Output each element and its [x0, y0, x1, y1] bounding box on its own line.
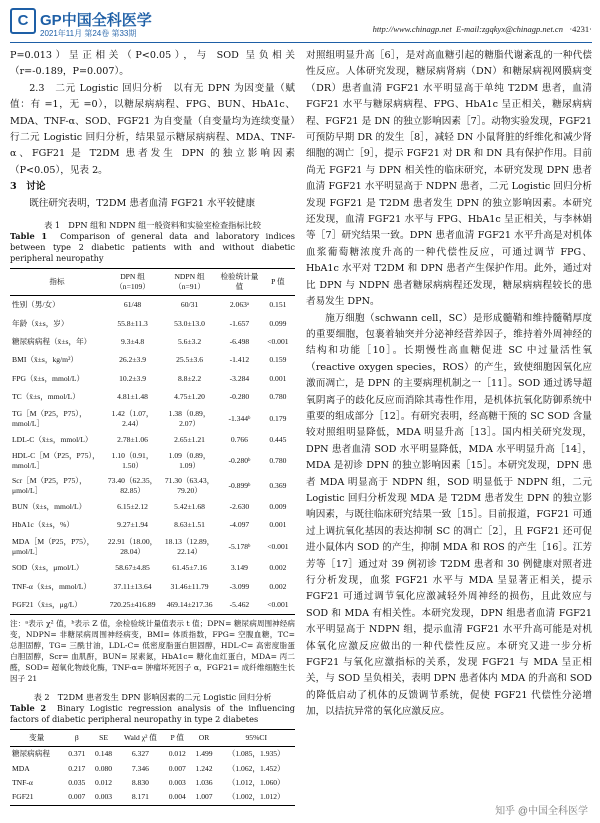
table-cell: 0.009 — [269, 502, 287, 511]
table-cell: -4.097 — [229, 520, 250, 530]
table-cell: 469.14±217.36 — [166, 599, 213, 609]
table2-header-cell: P 值 — [170, 733, 184, 743]
table-cell: BMI（x̄±s，kg/m²） — [12, 355, 78, 365]
table-row — [10, 473, 295, 497]
website-link[interactable]: http://www.chinagp.net — [372, 24, 452, 34]
table1-label: Table 1 — [10, 231, 48, 242]
table-row — [10, 449, 295, 473]
table-cell: 58.67±4.85 — [115, 563, 150, 573]
table-cell: HbA1c（x̄±s，%） — [12, 520, 74, 530]
table-cell: <0.001 — [267, 337, 289, 346]
table-row — [10, 776, 295, 790]
table-cell: （1.012，1.060） — [227, 778, 285, 787]
table-cell: -3.284 — [229, 373, 250, 383]
table-row — [10, 559, 295, 577]
table-cell: 0.148 — [95, 749, 113, 759]
table-cell: 53.0±13.0 — [174, 318, 205, 328]
table-cell: TNF-α — [12, 778, 33, 787]
table1-header-cell: 指标 — [49, 277, 65, 287]
table-cell: 0.217 — [68, 763, 86, 773]
page-number: ·4231· — [569, 24, 592, 34]
table-cell: FGF21 — [12, 792, 34, 802]
table-cell: LDL-C（x̄±s，mmol/L） — [12, 434, 93, 444]
table2-header-row — [10, 730, 295, 747]
left-para-1: P=0.013）呈正相关（P<0.05），与 SOD 呈负相关（r=-0.189，P=0.007）。 — [10, 50, 295, 78]
table-cell: 0.002 — [269, 563, 287, 573]
table-cell: 1.38（0.89，2.07） — [168, 408, 211, 428]
journal-prefix: GP — [40, 12, 62, 29]
table-cell: 22.91（18.00，28.04） — [107, 536, 158, 556]
table-cell: 年龄（x̄±s，岁） — [12, 318, 69, 328]
table-cell: -2.630 — [229, 502, 250, 511]
table-cell: 0.012 — [168, 749, 186, 759]
page-header — [10, 4, 592, 42]
table-cell: 7.346 — [131, 763, 149, 773]
table-cell: 1.036 — [195, 778, 213, 787]
table-cell: 6.15±2.12 — [117, 502, 148, 511]
right-para-2: 施万细胞（schwann cell，SC）是形成髓鞘和维持髓鞘厚度的重要细胞，包裹着轴突并分泌神经营养因子，维持着外周神经的结构和功能［10］。长期慢性高血糖促进 SC 中过量活性氧（reactive oxygen species，ROS）的产生，致使细胞因氧化应激而凋亡，是 DPN 的主要病理机制之一［11］。SOD 通过诱导超氧阴离子的歧化反应而消除其毒性作用，是机体抗氧化防御系统中重要的组成部分［12］。有研究表明，经高糖干预的 SC SOD 含量较对照组明显降低，MDA 明显升高［13］。国内相关研究发现，DPN 患者血清 SOD 水平明显降低，MDA 水平明显升高［14］，MDA 是初诊 DPN 的独立影响因素［15］。本研究发现，DPN 患者 MDA 明显高于 NDPN 组，SOD 明显低于 NDPN 组，二元 Logistic 回归分析发现 MDA 是 T2DM 患者发生 DPN 的独立影响因素，与既往临床研究结果一致［15］。目前报道，FGF21 可通过上调抗氧化基因的表达抑制 SC 的凋亡［2］，且 FGF21 还可促进小鼠体内 SOD 的产生，抑制 MDA 和 ROS 的产生［16］。江芳芳等［17］通过对 39 例初诊 T2DM 患者和 30 例健康对照者进行分析发现，血浆 FGF21 水平与 MDA 呈显著正相关，提示 FGF21 可通过调节氧化应激减轻外周神经的损伤，且此效应与 SOD 和 MDA 有相关性。本研究发现，DPN 组患者血清 FGF21 水平明显高于 NDPN 组，提示血清 FGF21 水平升高可能是对机体氧化应激反应做出的一种代偿性反应。本研究又进一步分析 FGF21 与氧化应激指标的关系，发现 FGF21 与 MDA 呈正相关，与 SOD 呈负相关，表明 DPN 患者体内 MDA 的升高和 SOD 的降低启动了机体的反馈调节系统，促使 FGF21 代偿性分泌增加，以拮抗异常的氧化应激反应。 — [306, 312, 592, 718]
table-cell: 5.42±1.68 — [174, 502, 205, 511]
table-row — [10, 516, 295, 534]
table-cell: 31.46±11.79 — [170, 581, 209, 591]
table-cell: BUN（x̄±s，mmol/L） — [12, 502, 87, 511]
table-cell: 8.8±2.2 — [177, 373, 202, 383]
table-cell: 0.371 — [68, 749, 86, 759]
table-cell: -1.412 — [229, 355, 250, 365]
table-cell: 0.369 — [269, 480, 287, 490]
table-cell: 73.40（62.35，82.85） — [107, 475, 158, 495]
journal-name: 中国全科医学 — [61, 12, 152, 29]
table-cell: -0.280ᵇ — [228, 456, 251, 466]
table-cell: 0.780 — [269, 392, 287, 402]
table-cell: MDA［M（P25，P75），μmol/L］ — [12, 536, 95, 556]
table-cell: 55.8±11.3 — [117, 318, 148, 328]
left-column — [10, 48, 295, 806]
table-row — [10, 498, 295, 516]
table-cell: 0.012 — [95, 778, 113, 787]
table-cell: 1.42（1.07，2.44） — [111, 408, 154, 428]
table-row — [10, 431, 295, 449]
table-cell: 0.001 — [269, 520, 287, 530]
table-cell: 71.30（63.43，79.20） — [164, 475, 215, 495]
table-cell: 0.007 — [168, 763, 186, 773]
table-cell: 0.766 — [230, 434, 248, 444]
table-cell: 0.780 — [269, 456, 287, 466]
table-cell: 18.13（12.89，22.14） — [164, 536, 215, 556]
table-cell: Scr［M（P25，P75），μmol/L］ — [12, 475, 87, 495]
journal-logo-icon: C — [10, 8, 36, 34]
table-cell: <0.001 — [267, 599, 289, 609]
table-cell: 性别（男/女） — [12, 300, 60, 310]
table-cell: 720.25±416.89 — [109, 599, 156, 609]
journal-title — [40, 9, 152, 30]
table-cell: FGF21（x̄±s，μg/L） — [12, 599, 82, 609]
table-cell: 0.445 — [269, 434, 287, 444]
table-cell: 8.171 — [131, 792, 149, 802]
table1-note: 注：ᵃ表示 χ² 值，ᵇ表示 Z 值，余检验统计量值表示 t 值；DPN= 糖尿病周围神经病变，NDPN= 非糖尿病周围神经病变，BMI= 体质指数，FPG= 空腹血糖，TC= 总胆固醇，TG= 三酰甘油，LDL-C= 低密度脂蛋白胆固醇，HDL-C= 高密度脂蛋白胆固醇，Scr= 血肌酐，BUN= 尿素氮，HbA1c= 糖化血红蛋白，MDA= 丙二醛，SOD= 超氧化物歧化酶，TNF-α= 肿瘤坏死因子 α，FGF21= 成纤维细胞生长因子 21 — [10, 619, 295, 684]
table2-header-cell: 变量 — [29, 733, 45, 743]
table-cell: 2.063ᵃ — [229, 300, 249, 310]
table-cell: 0.159 — [269, 355, 287, 365]
left-para-3: 既往研究表明，T2DM 患者血清 FGF21 水平较健康 — [29, 197, 256, 209]
table-row — [10, 577, 295, 595]
table-cell: HDL-C［M（P25，P75），mmol/L］ — [12, 451, 100, 471]
header-right — [373, 24, 592, 34]
table-cell: 8.63±1.51 — [174, 520, 205, 530]
table2-header-cell: SE — [99, 733, 108, 743]
table1-header-cell: 检验统计量值 — [220, 272, 259, 292]
email-link[interactable]: E-mail:zgqkyx@chinagp.net.cn — [456, 24, 563, 34]
table-cell: 61.45±7.16 — [172, 563, 207, 573]
table-row — [10, 761, 295, 775]
table-row — [10, 370, 295, 388]
table1-header-cell: P 值 — [271, 277, 285, 287]
table-cell: TG［M（P25，P75），mmol/L］ — [12, 408, 87, 428]
table2-caption-zh: 表 2 T2DM 患者发生 DPN 影响因素的二元 Logistic 回归分析 — [33, 692, 272, 703]
table1-header-cell: DPN 组（n=109） — [115, 272, 150, 292]
table-cell: 0.035 — [68, 778, 86, 787]
table-cell: -3.099 — [229, 581, 250, 591]
table2-header-cell: 95%CI — [245, 733, 267, 743]
table-cell: 0.002 — [269, 581, 287, 591]
table-cell: （1.062，1.452） — [227, 763, 285, 773]
table-row — [10, 314, 295, 332]
table-cell: 5.6±3.2 — [177, 337, 202, 346]
table-cell: 26.2±3.9 — [119, 355, 147, 365]
table-cell: -0.280 — [229, 392, 250, 402]
table-cell: 9.3±4.8 — [120, 337, 145, 346]
table-row — [10, 296, 295, 315]
table-cell: 0.003 — [168, 778, 186, 787]
table-cell: -0.899ᵇ — [228, 480, 251, 490]
table1-header-cell: NDPN 组（n=91） — [174, 272, 205, 292]
table1 — [10, 268, 295, 615]
table-row — [10, 747, 295, 762]
table1-header-row — [10, 269, 295, 296]
table-cell: 1.242 — [195, 763, 213, 773]
table-cell: 10.2±3.9 — [119, 373, 147, 383]
table-cell: 0.099 — [269, 318, 287, 328]
table-cell: 1.09（0.89，1.09） — [168, 451, 211, 471]
table2-header-cell: OR — [198, 733, 210, 743]
table-cell: 9.27±1.94 — [117, 520, 148, 530]
right-para-1: 对照组明显升高［6］，是对高血糖引起的糖脂代谢紊乱的一种代偿性反应。人体研究发现，糖尿病肾病（DN）和糖尿病视网膜病变（DR）患者血清 FGF21 水平明显高于单纯 T2DM 患者，血清 FGF21 水平与糖尿病病程、FPG、HbA1c 呈正相关，糖尿病病程、FGF21 是 DN 的独立影响因素［7］。动物实验发现，FGF21 可预防早期 DR 的发生［8］，减轻 DN 小鼠肾脏的纤维化和减少肾细胞的凋亡［9］，提示 FGF21 对 DR 和 DN 具有保护作用。目前尚无 FGF21 与 DPN 相关性的临床研究，本研究发现 DPN 患者血清 FGF21 水平明显高于 NDPN 患者，二元 Logistic 回归分析发现 FGF21 是 T2DM 患者发生 DPN 的独立影响因素。本研究还发现，血清 FGF21 水平与 FPG、HbA1c 呈正相关，与李林娟等［7］研究结果一致。DPN 患者血清 FGF21 水平升高是对机体血浆葡萄糖浓度升高的一种代偿性反应，可通过调节 FPG、HbA1c 水平对 T2DM 和 DPN 患者产生保护作用。此外，通过对比 DPN 与 NDPN 患者糖尿病病程还发现，糖尿病病程较长的患者易发生 DPN。 — [306, 50, 592, 308]
table-row — [10, 351, 295, 369]
table2-header-cell: β — [74, 733, 79, 743]
table-row — [10, 388, 295, 406]
table-cell: 37.11±13.64 — [113, 581, 152, 591]
table-cell: 61/48 — [123, 300, 142, 310]
table2-label: Table 2 — [10, 703, 47, 714]
right-column — [306, 48, 592, 721]
table-cell: 0.001 — [269, 373, 287, 383]
table1-caption-en: Comparison of general data and laboratory indices between type 2 diabetic patients with and without diabetic peripheral neuropathy — [10, 231, 295, 264]
table-row — [10, 333, 295, 351]
table-cell: -5.462 — [229, 599, 250, 609]
table-cell: TC（x̄±s，mmol/L） — [12, 392, 80, 402]
table-cell: MDA — [12, 763, 30, 773]
table-cell: -5.178ᵇ — [228, 541, 251, 551]
table-cell: 3.149 — [230, 563, 248, 573]
table2-caption — [10, 692, 295, 725]
table-cell: 糖尿病病程（x̄±s，年） — [12, 337, 92, 346]
table-cell: 25.5±3.6 — [176, 355, 204, 365]
table-cell: 1.007 — [195, 792, 213, 802]
table2 — [10, 729, 295, 806]
table-cell: 0.003 — [95, 792, 113, 802]
table1-caption-zh: 表 1 DPN 组和 NDPN 组一般资料和实验室检查指标比较 — [44, 220, 261, 231]
table-cell: 4.75±1.20 — [174, 392, 205, 402]
table-cell: （1.085，1.935） — [227, 749, 285, 759]
table-cell: 2.78±1.06 — [117, 434, 148, 444]
section-2-3: 2.3 二元 Logistic 回归分析 以有无 DPN 为因变量（赋值：有 =1，无 =0），以糖尿病病程、FPG、BUN、HbA1c、MDA、TNF-α、SOD、FGF21 为自变量（自变量均为连续变量）行二元 Logistic 回归分析，结果显示糖尿病病程、MDA、TNF-α、FGF21 是 T2DM 患者发生 DPN 的独立影响因素（P<0.05），见表 2。 — [10, 82, 295, 176]
table-row — [10, 596, 295, 615]
table-cell: 0.004 — [168, 792, 186, 802]
watermark: 知乎 @中国全科医学 — [495, 806, 588, 817]
table-cell: 2.65±1.21 — [174, 434, 205, 444]
table-cell: 1.10（0.91，1.50） — [111, 451, 154, 471]
table-cell: 0.080 — [95, 763, 113, 773]
table-cell: -6.498 — [229, 337, 250, 346]
table-cell: 60/31 — [180, 300, 199, 310]
table-cell: TNF-α（x̄±s，mmol/L） — [12, 581, 92, 591]
table-cell: -1.344ᵇ — [228, 413, 251, 423]
table-cell: SOD（x̄±s，μmol/L） — [12, 563, 84, 573]
table-cell: -1.657 — [229, 318, 250, 328]
table-cell: 4.81±1.48 — [117, 392, 148, 402]
table-cell: <0.001 — [267, 541, 289, 551]
table-row — [10, 406, 295, 430]
table2-caption-en: Binary Logistic regression analysis of the influencing factors of diabetic peripheral neuropathy in type 2 diabetes — [10, 703, 295, 725]
table-cell: 8.830 — [131, 778, 149, 787]
table2-header-cell: Wald χ² 值 — [123, 733, 157, 743]
table-cell: 0.007 — [68, 792, 86, 802]
issue-info: 2021年11月 第24卷 第33期 — [40, 29, 137, 38]
table-cell: 1.499 — [195, 749, 213, 759]
table1-caption — [10, 220, 295, 264]
table-row — [10, 535, 295, 559]
header-divider — [10, 42, 592, 43]
table-cell: FPG（x̄±s，mmol/L） — [12, 373, 85, 383]
table-cell: 糖尿病病程 — [12, 749, 50, 759]
table-cell: 6.327 — [131, 749, 149, 759]
table-row — [10, 790, 295, 805]
table-cell: 0.151 — [269, 300, 287, 310]
table-cell: （1.002，1.012） — [227, 792, 285, 802]
section-3-heading: 3 讨论 — [10, 181, 46, 193]
table-cell: 0.179 — [269, 413, 287, 423]
